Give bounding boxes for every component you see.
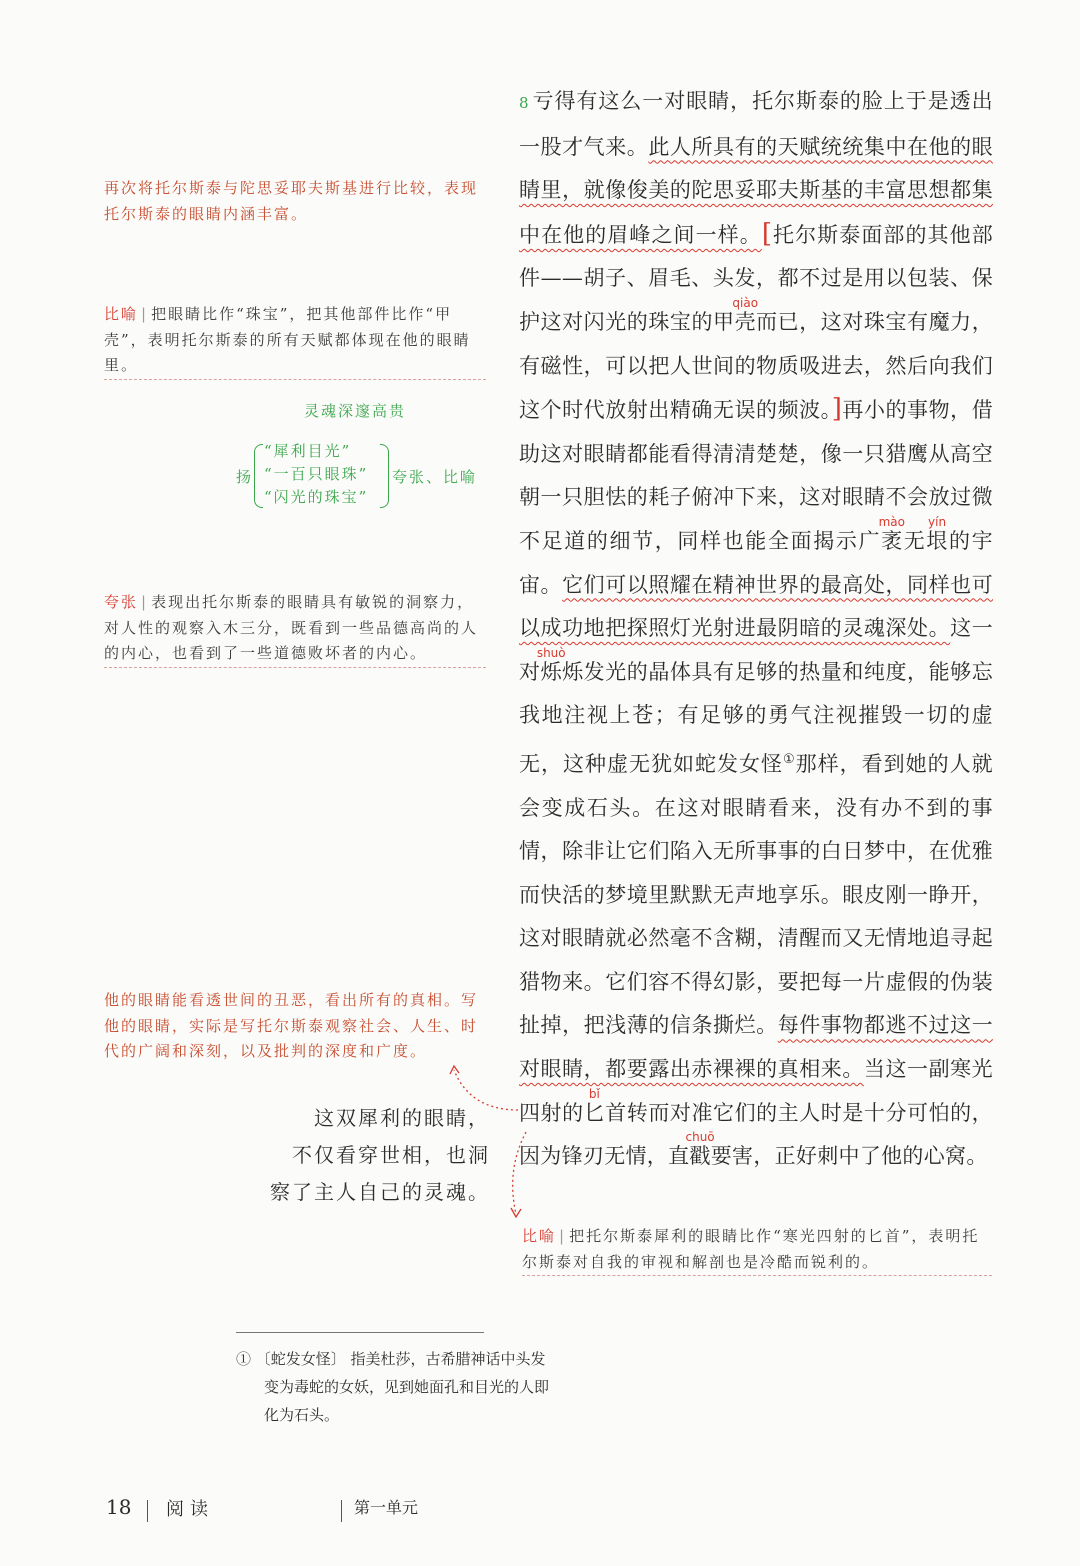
annotation-comparison	[104, 176, 486, 227]
right-brace	[380, 444, 389, 508]
footer-divider	[147, 1500, 148, 1522]
bracket-close: ]	[831, 394, 843, 425]
sentence-3b: 而已，这对珠宝有魔力，有磁性，可以把人世间的物质吸进去，然后向我们这个时代放射出精确无误的频波。	[519, 309, 993, 423]
annotation-insight-text: 他的眼睛能看透世间的丑恶，看出所有的真相。写他的眼睛，实际是写托尔斯泰观察社会、人生、时代的广阔和深刻，以及批判的深度和广度。	[104, 991, 479, 1060]
footer-section: 阅读	[166, 1499, 214, 1520]
ruby-mao: 袤mào	[878, 514, 905, 553]
sentence-6a: 这一对	[519, 616, 993, 684]
annotation-hyperbole	[104, 590, 486, 668]
page-number: 18	[106, 1495, 132, 1519]
footnote-line: 变为毒蛇的女妖，见到她面孔和目光的人即	[264, 1378, 550, 1396]
ruby-shuo: 烁shuò	[536, 645, 566, 684]
annotation-tag: 比喻	[104, 305, 139, 323]
sentence-4a: 再小的事物，借助这对眼睛都能看得清清楚楚，像一只猎鹰从高空朝一只胆怯的耗子俯冲下来，这对眼睛不会放过微不足道的细节，同样也能全面揭示广	[519, 398, 994, 553]
ruby-bi: 匕bǐ	[583, 1086, 606, 1125]
annotation-body: 把托尔斯泰犀利的眼睛比作“寒光四射的匕首”，表明托尔斯泰对自我的审视和解剖也是冷酷而锐利的。	[522, 1227, 980, 1271]
diagram-item: “闪光的珠宝”	[264, 488, 369, 506]
ruby-chuo: 戳chuō	[685, 1130, 715, 1169]
tag-separator: |	[141, 593, 149, 611]
footnote-rule	[236, 1332, 484, 1333]
sentence-7-underlined: 每件事物都逃不过这一对眼睛，都要露出赤裸裸的真相来。	[519, 1013, 993, 1082]
sentence-4-wu: 无	[902, 528, 927, 553]
sentence-6c: 那样，看到她的人就会变成石头。在这对眼睛看来，没有办不到的事情，除非让它们陷入无所事事的白日梦中，在优雅而快活的梦境里默默无声地享乐。眼皮刚一睁开，这对眼睛就必然毫不含糊，清醒而又无情地追寻起猎物来。它们容不得幻影，要把每一片虚假的伪装扯掉，把浅薄的信条撕烂。	[519, 751, 993, 1038]
ruby-yin: 垠yín	[926, 514, 950, 553]
footer-divider	[341, 1500, 342, 1522]
annotation-tag: 比喻	[522, 1227, 557, 1245]
diagram-items	[264, 440, 368, 509]
diagram-left-label: 扬	[236, 468, 254, 486]
annotation-metaphor-jewel	[104, 302, 486, 380]
diagram-item: “一百只眼珠”	[264, 465, 369, 483]
sentence-4b: 的宇宙。	[519, 528, 993, 597]
footer-unit: 第一单元	[354, 1498, 419, 1517]
aside-line: 不仅看穿世相，也洞	[292, 1143, 490, 1167]
paragraph-number: 8	[519, 94, 529, 112]
annotation-body: 把眼睛比作“珠宝”，把其他部件比作“甲壳”，表明托尔斯泰的所有天赋都体现在他的眼睛里。	[104, 305, 471, 374]
sentence-3a: 托尔斯泰面部的其他部件——胡子、眉毛、头发，都不过是用以包装、保护这对闪光的珠宝的甲	[519, 222, 993, 334]
diagram-item: “犀利目光”	[264, 442, 352, 460]
sentence-8b: 首转而对准它们的主人时是十分可怕的，因为锋刃无情，直	[519, 1100, 993, 1169]
diagram-result: 夸张、比喻	[392, 468, 478, 486]
annotation-tag: 夸张	[104, 593, 139, 611]
summary-diagram	[230, 400, 500, 520]
annotation-metaphor-dagger	[522, 1224, 992, 1276]
footnote-marker[interactable]: ①	[783, 751, 796, 767]
aside-line: 察了主人自己的灵魂。	[270, 1180, 490, 1204]
paragraph-8	[519, 80, 993, 1179]
bracket-open: [	[761, 218, 773, 249]
aside-line: 这双犀利的眼睛，	[314, 1106, 490, 1130]
footnote-line: ① 〔蛇发女怪〕 指美杜莎，古希腊神话中头发	[236, 1350, 546, 1368]
annotation-comparison-text: 再次将托尔斯泰与陀思妥耶夫斯基进行比较，表现托尔斯泰的眼睛内涵丰富。	[104, 179, 479, 223]
annotation-insight	[104, 988, 486, 1065]
sentence-8a: 当这一副寒光四射的	[519, 1057, 993, 1125]
sentence-2-underlined: 此人所具有的天赋统统集中在他的眼睛里，就像俊美的陀思妥耶夫斯基的丰富思想都集中在他的眉峰之间一样。	[519, 134, 993, 247]
tag-separator: |	[141, 305, 149, 323]
sentence-6b: 烁发光的晶体具有足够的热量和纯度，能够忘我地注视上苍；有足够的勇气注视摧毁一切的虚无，这种虚无犹如蛇发女怪	[519, 659, 993, 776]
main-text-column	[519, 80, 993, 1179]
reader-aside	[270, 1100, 490, 1211]
tag-separator: |	[559, 1227, 567, 1245]
ruby-qiao: 壳qiào	[732, 295, 759, 334]
annotation-body: 表现出托尔斯泰的眼睛具有敏锐的洞察力，对人性的观察入木三分，既看到一些品德高尚的人的内心，也看到了一些道德败坏者的内心。	[104, 593, 479, 662]
sentence-5-underlined: 它们可以照耀在精神世界的最高处，同样也可以成功地把探照灯光射进最阴暗的灵魂深处。	[519, 572, 994, 641]
footnote-line: 化为石头。	[264, 1406, 340, 1424]
sentence-1: 亏得有这么一对眼睛，托尔斯泰的脸上于是透出一股才气来。	[519, 89, 993, 159]
left-brace	[254, 444, 263, 508]
footnote	[236, 1345, 596, 1429]
sentence-8c: 要害，正好刺中了他的心窝。	[710, 1144, 988, 1169]
diagram-title: 灵魂深邃高贵	[304, 402, 407, 420]
